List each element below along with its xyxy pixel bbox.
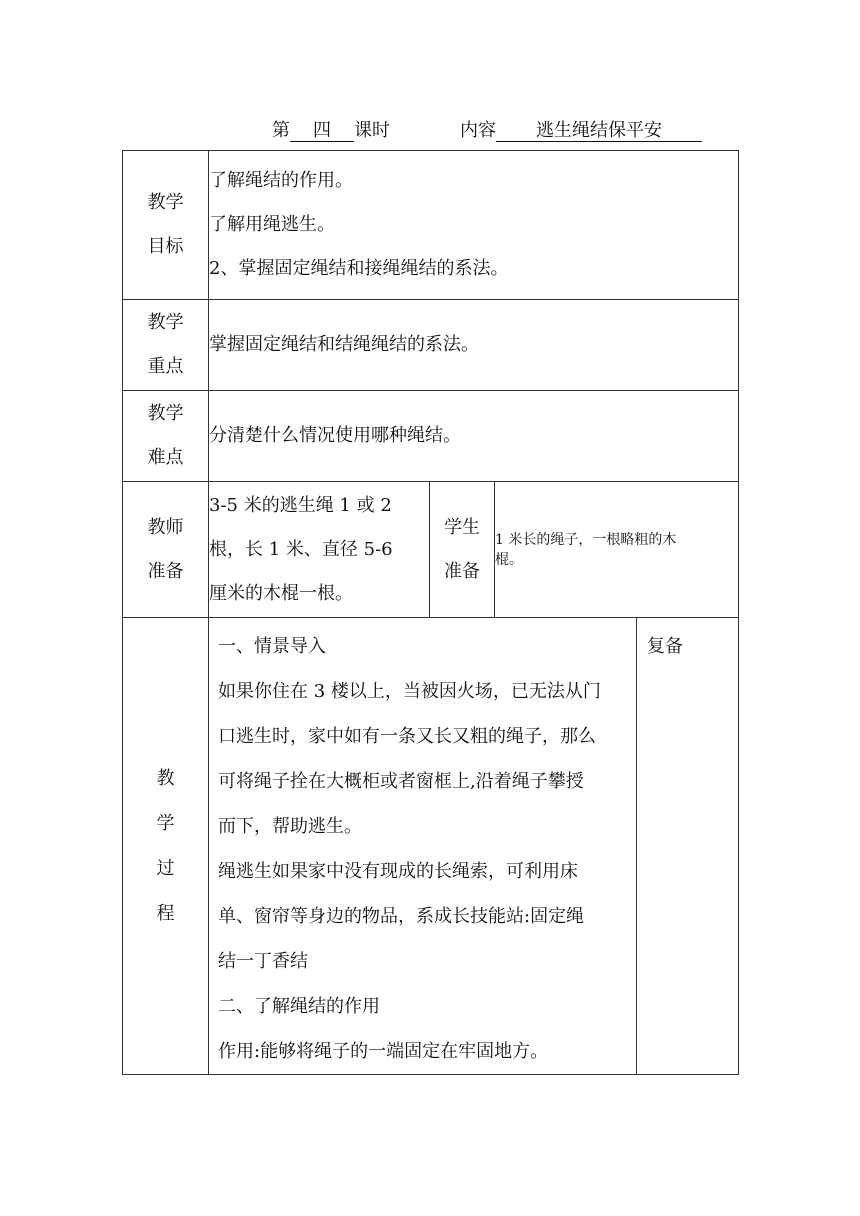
key-points-label: 教学 重点 (123, 300, 209, 391)
difficulties-label: 教学 难点 (123, 391, 209, 482)
goal-line: 了解绳结的作用。 (209, 170, 353, 191)
process-line: 绳逃生如果家中没有现成的长绳索，可利用床 (218, 861, 578, 882)
lesson-header (272, 116, 702, 142)
process-line: 结一丁香结 (218, 951, 308, 972)
student-prep-content: 1 米长的绳子，一根略粗的木 棍。 (495, 482, 739, 618)
process-line: 口逃生时，家中如有一条又长又粗的绳子，那么 (218, 726, 596, 747)
review-label: 复备 (647, 636, 683, 657)
process-line: 作用:能够将绳子的一端固定在牢固地方。 (218, 1041, 549, 1062)
process-line: 单、窗帘等身边的物品，系成长技能站:固定绳 (218, 906, 585, 927)
process-row (123, 618, 739, 1075)
difficulties-row (123, 391, 739, 482)
content-title: 逃生绳结保平安 (496, 121, 702, 142)
goal-line: 了解用绳逃生。 (209, 214, 335, 235)
lesson-prefix: 第 (272, 120, 290, 141)
teacher-prep-content: 3-5 米的逃生绳 1 或 2 根，长 1 米、直径 5-6 厘米的木棍一根。 (209, 482, 430, 618)
goals-label: 教学 目标 (123, 151, 209, 300)
goal-line: 2、掌握固定绳结和接绳绳结的系法。 (209, 258, 509, 279)
difficulties-content: 分清楚什么情况使用哪种绳结。 (209, 391, 739, 482)
goals-content (209, 151, 739, 300)
process-label: 教 学 过 程 (123, 618, 209, 1075)
process-line: 二、了解绳结的作用 (218, 996, 380, 1017)
process-line: 可将绳子拴在大概柜或者窗框上,沿着绳子攀授 (218, 771, 584, 792)
process-line: 如果你住在 3 楼以上，当被因火场，已无法从门 (218, 681, 601, 702)
process-line: 一、情景导入 (218, 636, 326, 657)
preparation-row (123, 482, 739, 618)
content-label: 内容 (460, 120, 496, 141)
review-notes-column (637, 618, 739, 1075)
lesson-number: 四 (290, 121, 354, 142)
student-prep-label: 学生 准备 (430, 482, 495, 618)
key-points-row (123, 300, 739, 391)
process-content (209, 618, 637, 1075)
lesson-suffix: 课时 (354, 120, 390, 141)
process-line: 而下，帮助逃生。 (218, 816, 362, 837)
key-points-content: 掌握固定绳结和结绳绳结的系法。 (209, 300, 739, 391)
goals-row (123, 151, 739, 300)
lesson-plan-table (122, 150, 739, 1075)
teacher-prep-label: 教师 准备 (123, 482, 209, 618)
